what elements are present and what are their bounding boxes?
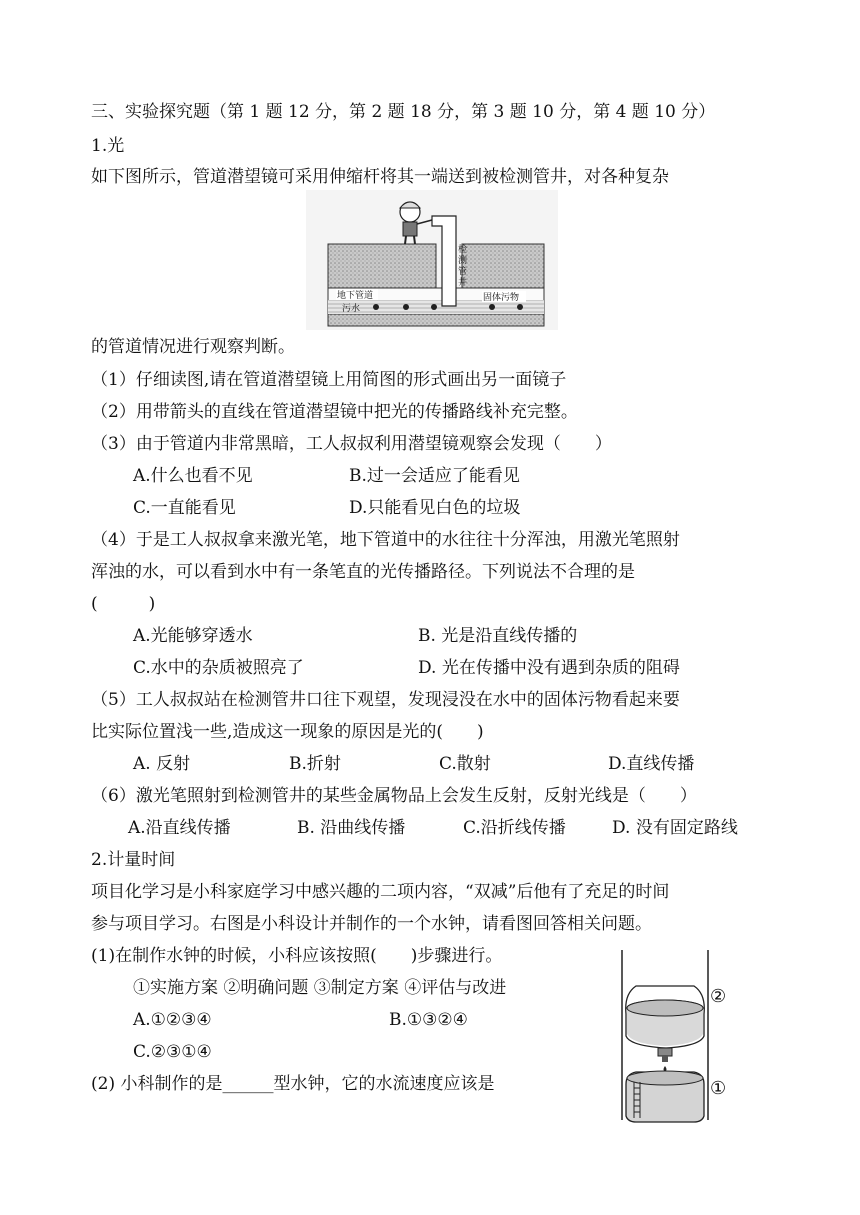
section-title: 三、实验探究题（第 1 题 12 分，第 2 题 18 分，第 3 题 10 分，第 4 题 10 分） xyxy=(91,102,716,122)
well-label-4: 井 xyxy=(458,278,468,288)
water-clock-diagram xyxy=(604,944,728,1126)
q1-s6-option-a[interactable]: A.沿直线传播 xyxy=(128,818,231,838)
q1-s5-stem-line2: 比实际位置浅一些,造成这一现象的原因是光的( ) xyxy=(91,722,484,742)
q2-s1-option-b[interactable]: B.①③②④ xyxy=(389,1010,468,1030)
well-label-1: 检 xyxy=(458,245,468,255)
q1-s6-stem: （6）激光笔照射到检测管井的某些金属物品上会发生反射，反射光线是（ ） xyxy=(91,786,697,806)
q1-s4-option-a[interactable]: A.光能够穿透水 xyxy=(133,626,253,646)
q1-s4-stem-line3: ( ) xyxy=(91,594,156,614)
q1-intro-line2: 的管道情况进行观察判断。 xyxy=(91,337,295,357)
q2-s1-steps: ①实施方案 ②明确问题 ③制定方案 ④评估与改进 xyxy=(133,978,507,998)
q2-heading: 2.计量时间 xyxy=(91,850,176,870)
q2-intro-line1: 项目化学习是小科家庭学习中感兴趣的二项内容，“双减”后他有了充足的时间 xyxy=(91,882,670,902)
q1-s2: （2）用带箭头的直线在管道潜望镜中把光的传播路线补充完整。 xyxy=(91,402,578,422)
periscope-figure xyxy=(306,190,558,330)
q1-s5-option-b[interactable]: B.折射 xyxy=(289,754,341,774)
q1-s3-option-d[interactable]: D.只能看见白色的垃圾 xyxy=(349,498,521,518)
q1-s6-option-c[interactable]: C.沿折线传播 xyxy=(463,818,566,838)
q2-s1-stem: (1)在制作水钟的时候，小科应该按照( )步骤进行。 xyxy=(91,946,503,966)
q1-s4-stem-line2: 浑浊的水，可以看到水中有一条笔直的光传播路径。下列说法不合理的是 xyxy=(91,562,635,582)
q2-intro-line2: 参与项目学习。右图是小科设计并制作的一个水钟，请看图回答相关问题。 xyxy=(91,914,652,934)
q1-s6-option-d[interactable]: D. 没有固定路线 xyxy=(612,818,738,838)
q1-s5-option-c[interactable]: C.散射 xyxy=(439,754,491,774)
pipe-label: 地下管道 xyxy=(337,291,374,301)
bottom-marker: ① xyxy=(710,1078,727,1099)
q1-intro-line1: 如下图所示，管道潜望镜可采用伸缩杆将其一端送到被检测管井，对各种复杂 xyxy=(91,167,669,187)
q1-s3-option-c[interactable]: C.一直能看见 xyxy=(133,498,236,518)
q1-s1: （1）仔细读图,请在管道潜望镜上用简图的形式画出另一面镜子 xyxy=(91,370,567,390)
q1-s3-stem: （3）由于管道内非常黑暗，工人叔叔利用潜望镜观察会发现（ ） xyxy=(91,434,612,454)
debris-label: 固体污物 xyxy=(483,293,520,303)
q1-s6-option-b[interactable]: B. 沿曲线传播 xyxy=(297,818,406,838)
q1-s4-option-b[interactable]: B. 光是沿直线传播的 xyxy=(418,626,578,646)
q1-s4-option-d[interactable]: D. 光在传播中没有遇到杂质的阻碍 xyxy=(418,658,680,678)
q2-s2-stem: (2) 小科制作的是______型水钟，它的水流速度应该是 xyxy=(91,1074,495,1094)
well-label-3: 管 xyxy=(458,267,468,277)
q1-s4-stem-line1: （4）于是工人叔叔拿来激光笔，地下管道中的水往往十分浑浊，用激光笔照射 xyxy=(91,530,680,550)
q1-s3-option-a[interactable]: A.什么也看不见 xyxy=(133,466,253,486)
q1-s4-option-c[interactable]: C.水中的杂质被照亮了 xyxy=(133,658,304,678)
q2-s1-option-c[interactable]: C.②③①④ xyxy=(133,1042,212,1062)
periscope-diagram xyxy=(306,190,558,330)
water-clock-figure xyxy=(604,944,728,1126)
q1-s5-stem-line1: （5）工人叔叔站在检测管井口往下观望，发现浸没在水中的固体污物看起来要 xyxy=(91,690,680,710)
q1-s3-option-b[interactable]: B.过一会适应了能看见 xyxy=(349,466,520,486)
well-label-2: 测 xyxy=(458,256,468,266)
water-label: 污水 xyxy=(342,304,361,314)
q2-s1-option-a[interactable]: A.①②③④ xyxy=(133,1010,212,1030)
q1-s5-option-a[interactable]: A. 反射 xyxy=(133,754,191,774)
top-marker: ② xyxy=(710,986,727,1007)
worker-body xyxy=(403,222,417,236)
q1-s5-option-d[interactable]: D.直线传播 xyxy=(608,754,695,774)
q1-heading: 1.光 xyxy=(91,136,125,156)
